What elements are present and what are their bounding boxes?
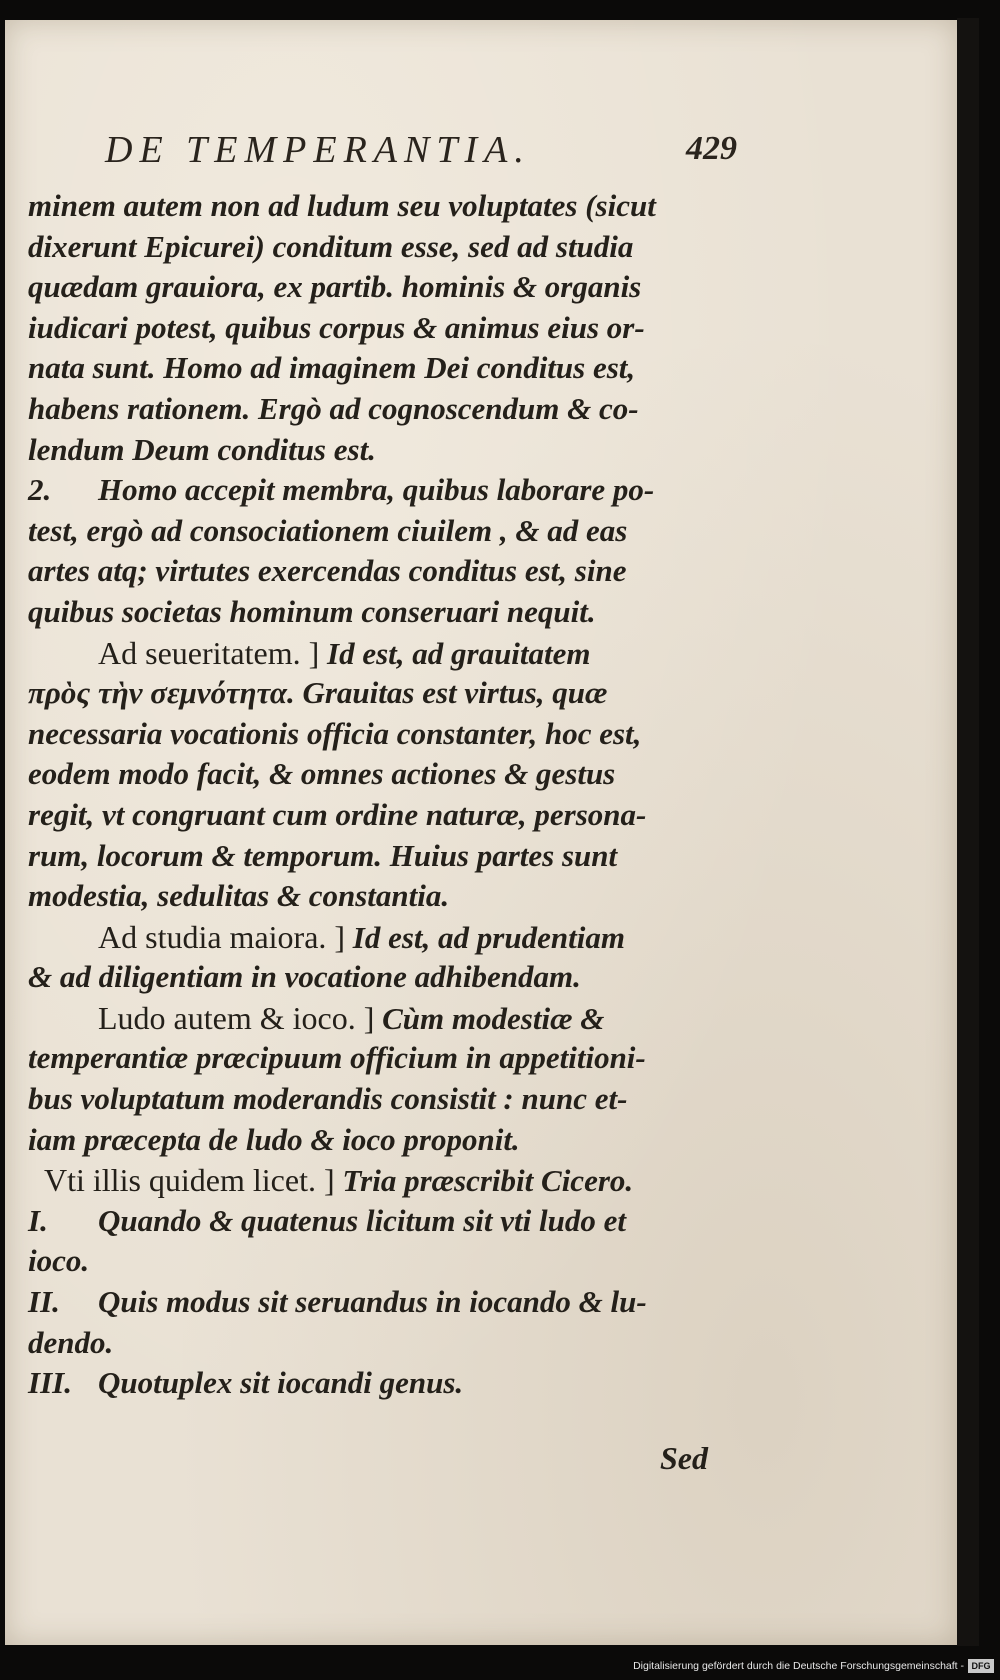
line-text: dendo.	[28, 1324, 114, 1360]
text-line	[28, 308, 728, 349]
text-line	[28, 673, 728, 714]
text-line	[28, 836, 728, 877]
lemma: Ad studia maiora. ]	[98, 918, 346, 955]
line-number: II.	[28, 1284, 60, 1320]
lemma: Ludo autem & ioco. ]	[98, 999, 375, 1036]
line-text: Quotuplex sit iocandi genus.	[98, 1365, 464, 1401]
text-line	[28, 389, 728, 430]
line-text: artes atq; virtutes exercendas conditus est, sine	[28, 553, 627, 589]
line-text: habens rationem. Ergò ad cognoscendum & co-	[28, 390, 639, 426]
text-line	[28, 592, 728, 633]
line-text: regit, vt congruant cum ordine naturæ, persona-	[28, 796, 647, 832]
text-line	[28, 348, 728, 389]
line-number: III.	[28, 1365, 72, 1401]
text-line	[28, 1323, 728, 1364]
page-header	[105, 128, 745, 176]
line-text: Quando & quatenus licitum sit vti ludo et	[98, 1202, 626, 1238]
text-line	[28, 227, 728, 268]
line-text: quædam grauiora, ex partib. hominis & organis	[28, 269, 642, 305]
text-line	[28, 1160, 728, 1201]
line-text: Id est, ad prudentiam	[345, 919, 625, 955]
text-line	[28, 754, 728, 795]
text-line	[28, 1038, 728, 1079]
lemma: Vti illis quidem licet. ]	[44, 1162, 335, 1199]
line-text: ioco.	[28, 1243, 90, 1279]
body-text	[28, 186, 728, 1404]
line-number: I.	[28, 1202, 48, 1238]
line-text: Cùm modestiæ &	[374, 1000, 605, 1036]
text-line	[28, 430, 728, 471]
line-text: eodem modo facit, & omnes actiones & gestus	[28, 756, 616, 792]
line-text: Homo accepit membra, quibus laborare po-	[98, 472, 655, 508]
running-title: DE TEMPERANTIA.	[105, 129, 531, 171]
text-line	[28, 511, 728, 552]
dfg-logo: DFG	[968, 1659, 994, 1673]
catchword: Sed	[660, 1440, 708, 1476]
page-number: 429	[686, 130, 737, 167]
line-text: test, ergò ad consociationem ciuilem , & ad eas	[28, 512, 628, 548]
line-text: rum, locorum & temporum. Huius partes sunt	[28, 837, 618, 873]
line-text: necessaria vocationis officia constanter, hoc est,	[28, 715, 642, 751]
line-text: Quis modus sit seruandus in iocando & lu-	[98, 1284, 647, 1320]
line-text: & ad diligentiam in vocatione adhibendam.	[28, 959, 581, 995]
line-text: temperantiæ præcipuum officium in appetitioni-	[28, 1040, 646, 1076]
text-line	[28, 1241, 728, 1282]
line-text: Id est, ad grauitatem	[319, 635, 591, 671]
text-line	[28, 267, 728, 308]
line-text: minem autem non ad ludum seu voluptates (sicut	[28, 188, 656, 223]
lemma: Ad seueritatem. ]	[98, 634, 320, 671]
line-text: Tria præscribit Cicero.	[334, 1163, 634, 1199]
line-text: quibus societas hominum conseruari nequit.	[28, 593, 596, 629]
line-text: iudicari potest, quibus corpus & animus eius or-	[28, 309, 645, 345]
text-line	[28, 633, 728, 674]
line-text: dixerunt Epicurei) conditum esse, sed ad studia	[28, 228, 634, 264]
line-number: 2.	[28, 472, 52, 508]
line-text: modestia, sedulitas & constantia.	[28, 878, 450, 914]
text-line	[28, 1079, 728, 1120]
text-line	[28, 551, 728, 592]
text-line	[28, 917, 728, 958]
line-text: iam præcepta de ludo & ioco proponit.	[28, 1121, 520, 1157]
text-line	[28, 876, 728, 917]
text-line	[28, 957, 728, 998]
funding-credit: Digitalisierung gefördert durch die Deutsche Forschungsgemeinschaft -	[633, 1660, 964, 1672]
page-edge-shadow	[957, 18, 979, 1646]
line-text: πρὸς τὴν σεμνότητα. Grauitas est virtus, quæ	[28, 675, 608, 711]
text-line	[28, 1120, 728, 1161]
line-text: bus voluptatum moderandis consistit : nunc et-	[28, 1081, 628, 1117]
text-line	[28, 470, 728, 511]
text-line	[28, 1201, 728, 1242]
text-line	[28, 714, 728, 755]
text-line	[28, 1363, 728, 1404]
text-line	[28, 998, 728, 1039]
text-line	[28, 795, 728, 836]
line-text: lendum Deum conditus est.	[28, 431, 376, 467]
line-text: nata sunt. Homo ad imaginem Dei conditus est,	[28, 350, 636, 386]
text-line	[28, 186, 728, 227]
text-line	[28, 1282, 728, 1323]
